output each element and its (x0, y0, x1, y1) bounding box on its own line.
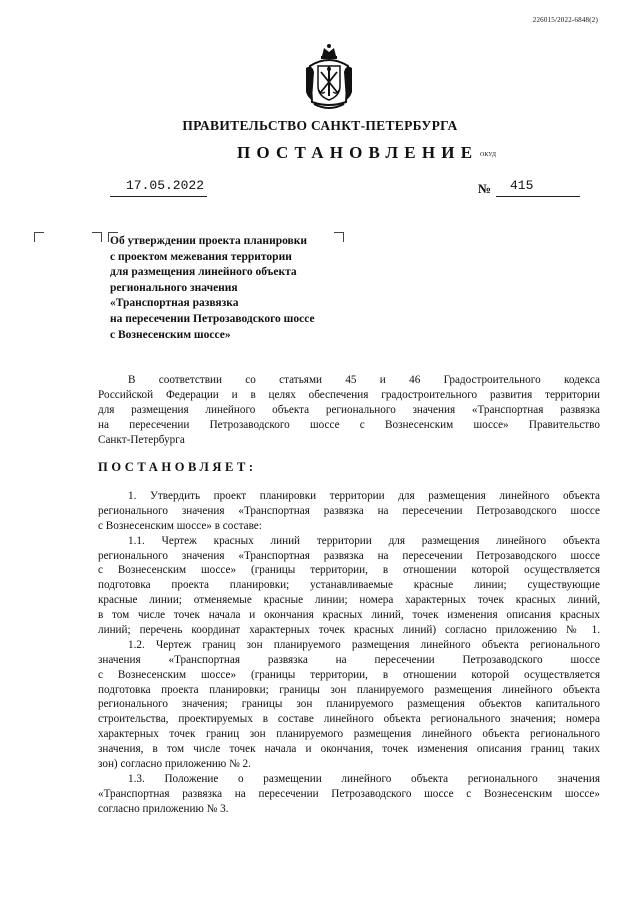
subject-line: с Вознесенским шоссе» (110, 328, 231, 341)
number-label: № (478, 181, 492, 196)
body-line: подготовка проекта планировки; границы зон планируемого размещения линейного объекта (98, 683, 600, 696)
body-line: 1. Утвердить проект планировки территории для размещения линейного объекта (128, 490, 600, 502)
decree-body (98, 489, 600, 817)
document-number: 415 (510, 178, 534, 193)
number-underline (496, 196, 580, 197)
preamble-line: Санкт-Петербурга (98, 433, 185, 446)
corner-mark (92, 232, 102, 242)
preamble-line: на пересечении Петрозаводского шоссе с Вознесенским шоссе» Правительство (98, 418, 600, 431)
document-type-title: ПОСТАНОВЛЕНИЕ (237, 143, 479, 162)
registration-number: 226015/2022-6848(2) (532, 16, 598, 24)
government-name: ПРАВИТЕЛЬСТВО САНКТ-ПЕТЕРБУРГА (182, 118, 458, 133)
document-date: 17.05.2022 (126, 178, 205, 193)
body-line: подготовка проекта планировки; устанавливаемые красные линии; существующие (98, 579, 600, 592)
document-subject (110, 234, 342, 343)
preamble-line: для размещения линейного объекта регионального значения «Транспортная развязка (98, 403, 600, 416)
body-line: с Вознесенским шоссе» в составе: (98, 519, 262, 532)
body-line: с Вознесенским шоссе» (границы территории, в отношении которой осуществляется (98, 668, 600, 681)
okud-label: ОКУД (480, 152, 496, 158)
body-line: регионального значения; границы зон планируемого размещения объектов капитального (98, 698, 600, 711)
subject-line: Об утверждении проекта планировки (110, 235, 308, 247)
body-line: красные линии; отменяемые красные линии; номера характерных точек красных линий, (98, 594, 600, 607)
resolves-heading: ПОСТАНОВЛЯЕТ: (98, 460, 257, 474)
preamble-paragraph (98, 373, 600, 447)
body-line: 1.2. Чертеж границ зон планируемого размещения линейного объекта регионального (128, 638, 600, 651)
date-underline (110, 196, 207, 197)
body-line: в том числе точек начала и окончания красных линий, точек изменения описания красных (98, 609, 600, 622)
corner-mark (34, 232, 44, 242)
body-line: характерных точек границ зон планируемого размещения линейного объекта регионального (98, 728, 600, 741)
body-line: значения, в том числе точек начала и окончания, точек изменения описания границ таких (98, 743, 600, 756)
body-line: линий; перечень координат характерных точек красных линий) согласно приложению № 1. (98, 624, 600, 637)
body-line: значения «Транспортная развязка на пересечении Петрозаводского шоссе (98, 653, 600, 666)
subject-line: «Транспортная развязка (110, 297, 239, 310)
subject-line: для размещения линейного объекта (110, 266, 297, 279)
body-line: зон) согласно приложению № 2. (98, 758, 251, 771)
body-line: регионального значения «Транспортная развязка на пересечении Петрозаводского шоссе (98, 504, 600, 517)
body-line: 1.3. Положение о размещении линейного объекта регионального значения (128, 772, 600, 785)
body-line: регионального значения «Транспортная развязка на пересечении Петрозаводского шоссе (98, 549, 600, 562)
preamble-line: Российской Федерации и в целях обеспечения градостроительного развития территории (98, 388, 600, 401)
preamble-line: В соответствии со статьями 45 и 46 Градостроительного кодекса (128, 374, 600, 386)
subject-line: регионального значения (110, 281, 238, 294)
subject-line: на пересечении Петрозаводского шоссе (110, 312, 315, 325)
body-line: согласно приложению № 3. (98, 802, 229, 815)
subject-line: с проектом межевания территории (110, 250, 292, 263)
body-line: «Транспортная развязка на пересечении Петрозаводского шоссе с Вознесенским шоссе» (98, 787, 600, 800)
body-line: с Вознесенским шоссе» (границы территории, в отношении которой осуществляется (98, 564, 600, 577)
st-petersburg-coat-of-arms-icon (300, 42, 358, 114)
body-line: 1.1. Чертеж красных линий территории для размещения линейного объекта (128, 534, 600, 547)
body-line: строительства, проектируемых в составе линейного объекта регионального значения; номера (98, 713, 600, 726)
